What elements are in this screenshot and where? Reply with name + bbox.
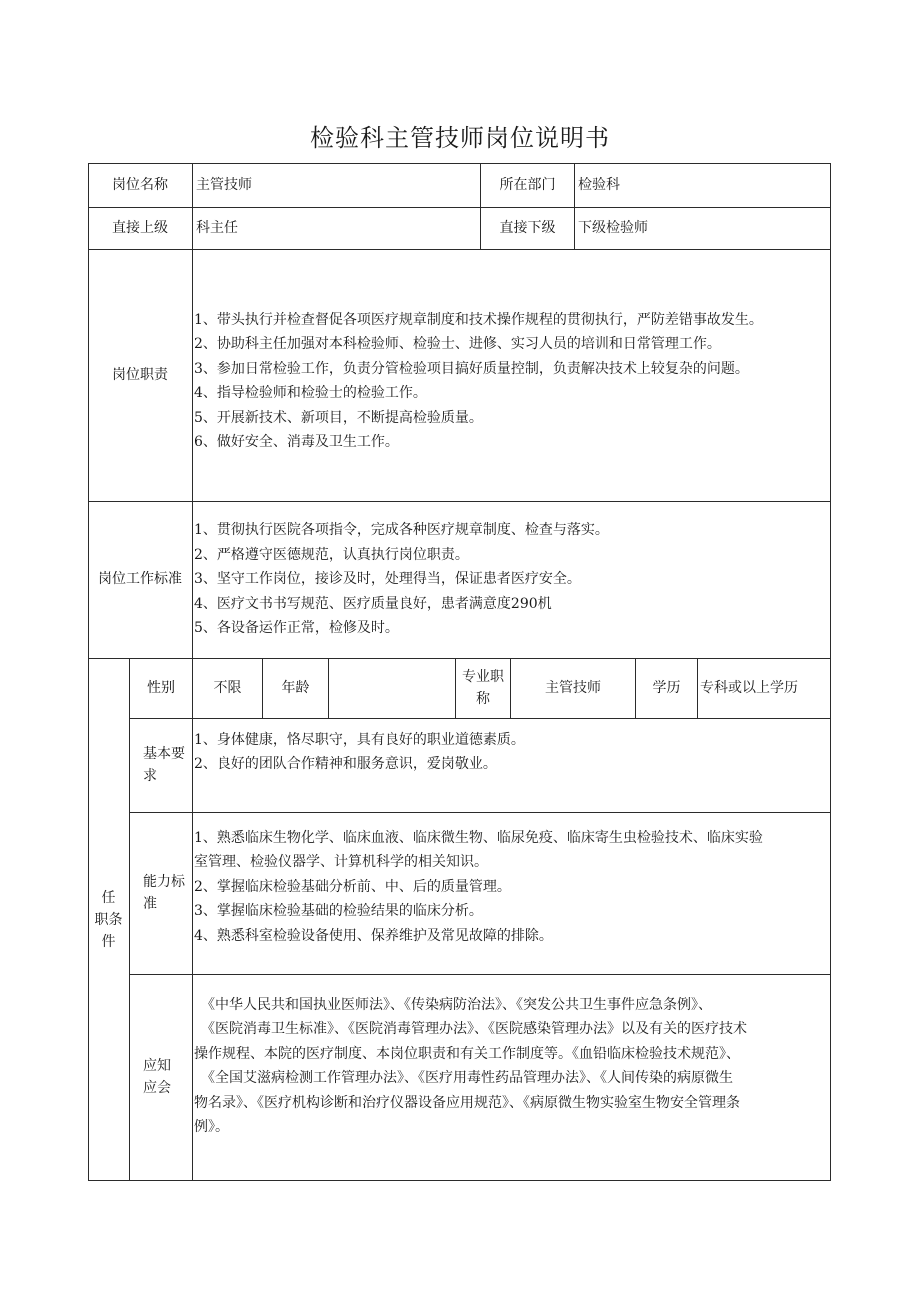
professional-title-label: 专业职 称 [462,669,504,707]
duties-list [193,249,830,501]
gender-value: 不限 [213,679,242,696]
list-item: 1、贯彻执行医院各项指令，完成各种医疗规章制度、检查与落实。 [194,522,609,539]
knowledge-text [193,974,830,1180]
standards-list [193,501,830,658]
education-label: 学历 [652,679,681,696]
subordinate-label: 直接下级 [499,219,556,236]
superior-value: 科主任 [196,219,238,236]
list-item: 2、协助科主任加强对本科检验师、检验士、进修、实习人员的培训和日常管理工作。 [194,336,721,352]
ability-standards-list [193,812,830,974]
qualifications-label-char: 任 [101,890,116,906]
list-item: 5、各设备运作正常，检修及时。 [194,620,399,637]
qualifications-label [88,820,129,1020]
superior-label: 直接上级 [112,219,168,236]
list-item: 2、掌握临床检验基础分析前、中、后的质量管理。 [194,878,511,895]
basic-requirements-label: 基本要 求 [143,746,185,784]
position-name-label: 岗位名称 [112,176,168,193]
list-item: 6、做好安全、消毒及卫生工作。 [194,434,399,450]
qualifications-label-char: 件 [101,934,116,950]
list-item: 4、指导检验师和检验士的检验工作。 [194,385,427,401]
row-border [88,1180,831,1181]
paragraph-line: 《医院消毒卫生标准》、《医院消毒管理办法》、《医院感染管理办法》以及有关的医疗技术 [201,1021,747,1037]
department-label: 所在部门 [499,176,556,193]
qualifications-label-char: 职条 [94,912,123,928]
list-item: 2、严格遵守医德规范，认真执行岗位职责。 [194,546,469,563]
education-value: 专科或以上学历 [700,679,798,696]
gender-label: 性别 [147,679,175,696]
page-title: 检验科主管技师岗位说明书 [310,124,610,152]
subordinate-value: 下级检验师 [578,219,648,236]
list-item: 2、良好的团队合作精神和服务意识，爱岗敬业。 [194,756,497,772]
list-item: 3、坚守工作岗位，接诊及时，处理得当，保证患者医疗安全。 [194,571,581,588]
list-item: 1、熟悉临床生物化学、临床血液、临床微生物、临尿免疫、临床寄生虫检验技术、临床实验 [194,829,763,846]
list-item: 4、医疗文书书写规范、医疗质量良好，患者满意度290机 [194,595,552,612]
department-value: 检验科 [578,176,620,193]
professional-title-value: 主管技师 [545,679,601,696]
standards-label: 岗位工作标准 [98,571,182,587]
col-border [830,163,831,1181]
basic-requirements-list [193,718,830,812]
list-item: 4、熟悉科室检验设备使用、保养维护及常见故障的排除。 [194,927,553,944]
list-item: 1、带头执行并检查督促各项医疗规章制度和技术操作规程的贯彻执行，严防差错事故发生。 [194,311,763,328]
paragraph-line: 《全国艾滋病检测工作管理办法》、《医疗用毒性药品管理办法》、《人间传染的病原微生 [201,1070,733,1086]
list-item: 1、身体健康，恪尽职守，具有良好的职业道德素质。 [194,731,525,748]
position-name-value: 主管技师 [196,176,252,193]
paragraph-line: 例》。 [194,1119,229,1135]
list-item: 室管理、检验仪器学、计算机科学的相关知识。 [194,854,488,871]
ability-standards-label: 能力标 准 [143,874,185,912]
paragraph-line: 《中华人民共和国执业医师法》、《传染病防治法》、《突发公共卫生事件应急条例》、 [201,996,712,1013]
duties-label: 岗位职责 [112,366,168,383]
list-item: 3、参加日常检验工作，负责分管检验项目搞好质量控制，负责解决技术上较复杂的问题。 [194,360,749,377]
age-value [329,658,455,718]
list-item: 3、掌握临床检验基础的检验结果的临床分析。 [194,903,483,920]
paragraph-line: 操作规程、本院的医疗制度、本岗位职责和有关工作制度等。《血铅临床检验技术规范》、 [194,1045,740,1062]
list-item: 5、开展新技术、新项目，不断提高检验质量。 [194,409,483,426]
knowledge-label: 应知 应会 [143,1058,171,1096]
paragraph-line: 物名录》、《医疗机构诊断和治疗仪器设备应用规范》、《病原微生物实验室生物安全管理条 [194,1094,740,1111]
age-label: 年龄 [281,679,310,696]
